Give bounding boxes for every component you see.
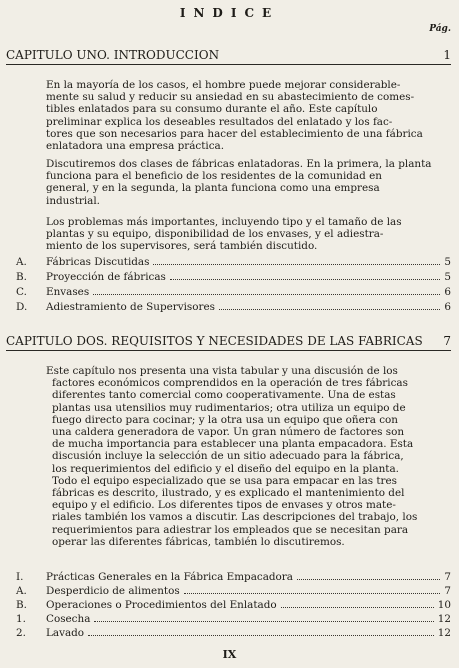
chapter-1-paragraph-2: Discutiremos dos clases de fábricas enlatadoras. En la primera, la planta funciona para el beneficio de los residentes de la comunidad en general, y en la segunda, la planta funciona como una empresa industrial. [46, 158, 432, 207]
toc-entry[interactable]: A. Fábricas Discutidas 5 [16, 256, 451, 268]
chapter-1-paragraph-3: Los problemas más importantes, incluyendo tipo y el tamaño de las plantas y su equipo, disponibilidad de los envases, y el adiestra- miento de los supervisores, será también discutido. [46, 216, 402, 253]
toc-entry[interactable]: I. Prácticas Generales en la Fábrica Empacadora 7 [16, 571, 451, 583]
chapter-1-page: 1 [443, 48, 451, 62]
chapter-2-page: 7 [443, 334, 451, 348]
toc-entry[interactable]: A. Desperdicio de alimentos 7 [16, 585, 451, 597]
chapter-1-heading [6, 48, 451, 62]
chapter-2-title: CAPITULO DOS. REQUISITOS Y NECESIDADES DE LAS FABRICAS [6, 334, 423, 348]
chapter-2-paragraph-1: Este capítulo nos presenta una vista tabular y una discusión de los factores económicos comprendidos en la operación de tres fábricas diferentes tanto comercial como cooperativamente. Una de estas plantas usa utensilios muy rudimentarios; otra utiliza un equipo de fuego directo para cocinar; y la otra usa un equipo que oñera con una caldera generadora de vapor. Un gran número de factores son de mucha importancia para establecer una planta empacadora. Esta discusión incluye la selección de un sitio adecuado para la fábrica, los requerimientos del edificio y el diseño del equipo en la planta. Todo el equipo especializado que se usa para empacar en las tres fábricas es descrito, ilustrado, y es explicado el mantenimiento del equipo y el edificio. Los diferentes tipos de envases y otros mate- riales también los vamos a discutir. Las descripciones del trabajo, los requerimientos para adiestrar los empleados que se necesitan para operar las diferentes fábricas, también lo discutiremos. [46, 365, 418, 548]
chapter-2-heading [6, 334, 451, 348]
dot-leader [297, 579, 440, 580]
page-title: INDICE [179, 6, 280, 20]
dot-leader [153, 264, 440, 265]
chapter-1-rule [6, 64, 451, 65]
toc-entry[interactable]: 2. Lavado 12 [16, 627, 451, 639]
chapter-1-paragraph-1: En la mayoría de los casos, el hombre puede mejorar considerable- mente su salud y reducir su ansiedad en su abastecimiento de comes- tibles enlatados para su consumo durante el año. Este capítulo preliminar explica los deseables resultados del enlatado y los fac- tores que son necesarios para hacer del establecimiento de una fábrica enlatadora una empresa práctica. [46, 79, 423, 153]
toc-entry[interactable]: B. Operaciones o Procedimientos del Enlatado 10 [16, 599, 451, 611]
chapter-2-rule [6, 350, 451, 351]
dot-leader [184, 593, 441, 594]
chapter-1-title: CAPITULO UNO. INTRODUCCION [6, 48, 220, 62]
toc-entry[interactable]: B. Proyección de fábricas 5 [16, 271, 451, 283]
dot-leader [281, 607, 434, 608]
toc-entry[interactable]: C. Envases 6 [16, 286, 451, 298]
dot-leader [88, 635, 434, 636]
page-number: IX [222, 648, 237, 661]
dot-leader [170, 279, 440, 280]
page-column-label: Pág. [429, 24, 451, 34]
dot-leader [219, 309, 440, 310]
toc-entry[interactable]: 1. Cosecha 12 [16, 613, 451, 625]
dot-leader [93, 294, 440, 295]
dot-leader [94, 621, 433, 622]
toc-entry[interactable]: D. Adiestramiento de Supervisores 6 [16, 301, 451, 313]
